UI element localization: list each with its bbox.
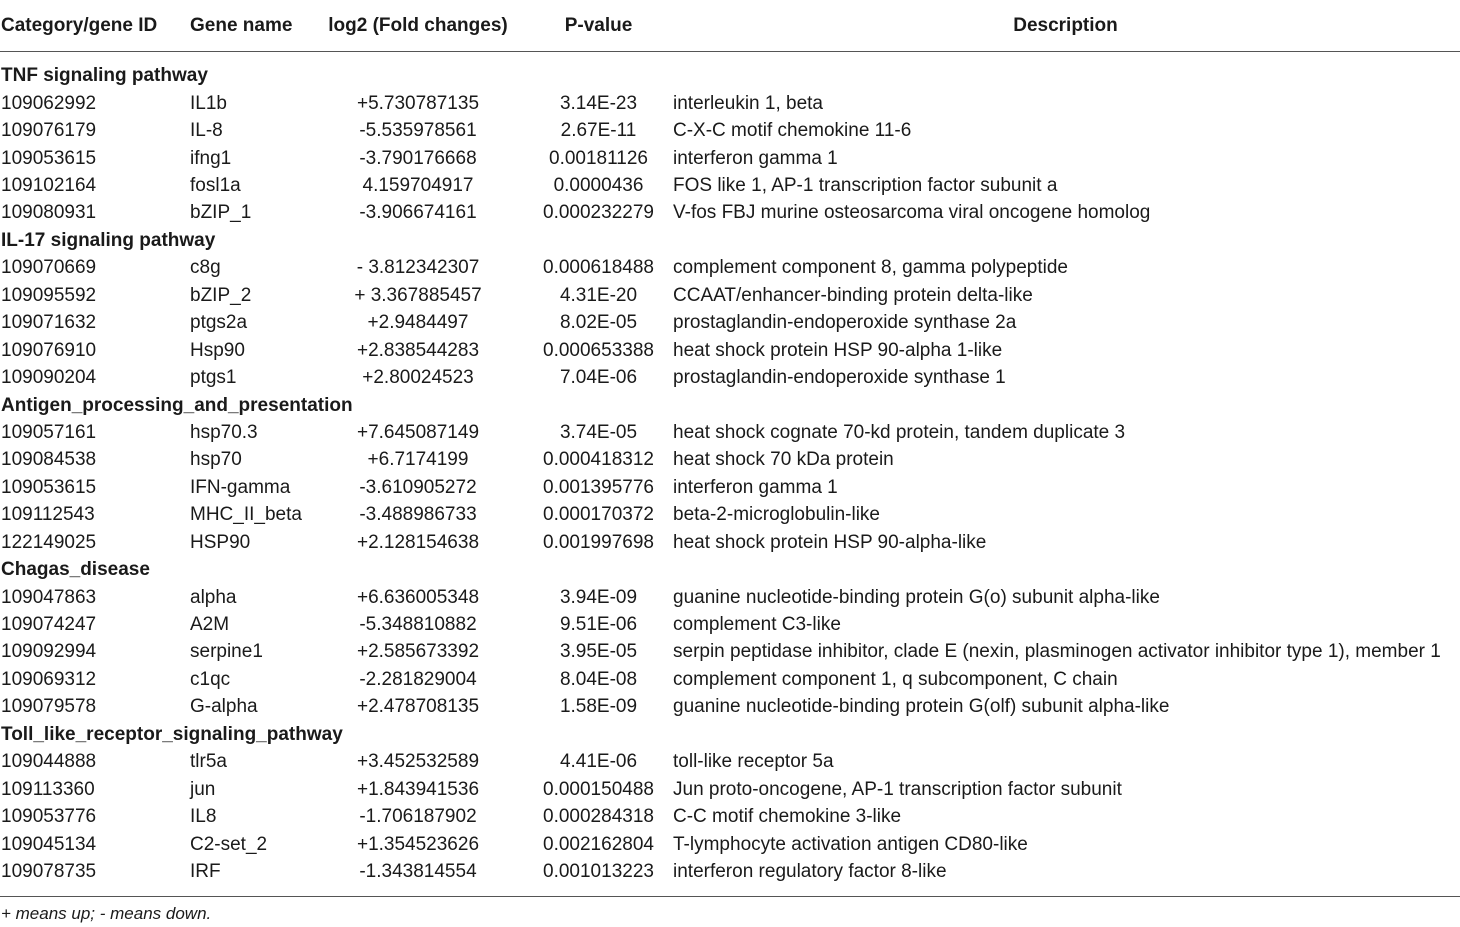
cell-log2-fold-change: +3.452532589 [356,751,480,773]
cell-p-value: 3.74E-05 [559,421,638,443]
cell-gene-id: 109057161 [1,421,97,443]
cell-description: toll-like receptor 5a [673,751,834,773]
cell-log2-fold-change: +2.838544283 [356,339,480,361]
cell-gene-name: C2-set_2 [190,833,268,855]
cell-log2-fold-change: -2.281829004 [359,668,477,690]
cell-p-value: 7.04E-06 [559,367,638,389]
cell-log2-fold-change: +6.7174199 [367,449,469,471]
cell-log2-fold-change: +2.9484497 [367,312,469,334]
cell-gene-name: fosl1a [190,175,241,197]
cell-p-value: 0.000418312 [543,449,654,471]
cell-gene-name: ptgs2a [190,312,248,334]
cell-description: V-fos FBJ murine osteosarcoma viral oncogene homolog [673,202,1151,224]
cell-p-value: 0.000618488 [543,257,654,279]
cell-description: CCAAT/enhancer-binding protein delta-like [673,284,1033,306]
cell-log2-fold-change: -3.790176668 [359,147,477,169]
cell-log2-fold-change: +2.478708135 [356,696,480,718]
table-row [0,502,1460,529]
cell-gene-id: 109080931 [1,202,97,224]
cell-description: heat shock 70 kDa protein [673,449,894,471]
cell-gene-id: 109112543 [1,504,95,526]
cell-gene-id: 109078735 [1,860,97,882]
cell-description: complement C3-like [673,614,841,636]
cell-log2-fold-change: -3.906674161 [359,202,477,224]
category-row [0,556,1460,583]
category-row [0,721,1460,748]
category-label: TNF signaling pathway [1,65,208,86]
table-row [0,447,1460,474]
cell-description: prostaglandin-endoperoxide synthase 2a [673,312,1017,334]
cell-p-value: 2.67E-11 [560,120,637,142]
cell-p-value: 0.000232279 [543,202,654,224]
table-row [0,694,1460,721]
cell-gene-name: bZIP_2 [190,284,252,306]
category-row [0,227,1460,254]
cell-p-value: 3.14E-23 [559,92,638,114]
cell-gene-id: 109071632 [1,312,97,334]
cell-description: heat shock protein HSP 90-alpha-like [673,531,987,553]
cell-gene-name: G-alpha [190,696,258,718]
cell-gene-name: tlr5a [190,751,227,773]
cell-gene-id: 109076910 [1,339,97,361]
cell-description: heat shock protein HSP 90-alpha 1-like [673,339,1003,361]
cell-gene-name: MHC_II_beta [190,504,302,526]
cell-description: complement component 1, q subcomponent, C chain [673,668,1118,690]
table-row [0,145,1460,172]
table-row [0,172,1460,199]
cell-log2-fold-change: -5.348810882 [359,614,477,636]
cell-gene-name: IRF [190,860,221,882]
cell-gene-name: IL-8 [190,120,223,142]
cell-gene-id: 109076179 [1,120,97,142]
cell-log2-fold-change: +2.585673392 [356,641,480,663]
cell-gene-id: 109113360 [1,778,95,800]
cell-p-value: 0.000653388 [543,339,654,361]
cell-log2-fold-change: -5.535978561 [359,120,477,142]
cell-description: beta-2-microglobulin-like [673,504,880,526]
table-row [0,419,1460,446]
category-label: Chagas_disease [1,559,150,581]
cell-description: interferon regulatory factor 8-like [673,860,947,882]
cell-p-value: 3.94E-09 [559,586,638,608]
cell-gene-name: IL8 [190,806,217,828]
cell-log2-fold-change: +2.80024523 [362,367,474,389]
category-label: IL-17 signaling pathway [1,229,216,251]
cell-description: C-X-C motif chemokine 11-6 [673,120,912,142]
cell-description: complement component 8, gamma polypeptide [673,257,1069,279]
cell-p-value: 1.58E-09 [559,696,638,718]
table-row [0,90,1460,117]
cell-gene-id: 109045134 [1,833,97,855]
cell-log2-fold-change: + 3.367885457 [354,284,482,306]
cell-description: serpin peptidase inhibitor, clade E (nexin, plasminogen activator inhibitor type 1), member 1 [673,641,1441,663]
cell-description: guanine nucleotide-binding protein G(olf) subunit alpha-like [673,696,1170,718]
cell-description: interferon gamma 1 [673,476,838,498]
cell-gene-name: IL1b [190,92,227,114]
cell-gene-name: alpha [190,586,237,608]
table-header [0,0,1460,52]
cell-log2-fold-change: 4.159704917 [362,175,474,197]
cell-description: heat shock cognate 70-kd protein, tandem duplicate 3 [673,421,1126,443]
cell-description: guanine nucleotide-binding protein G(o) subunit alpha-like [673,586,1160,608]
cell-p-value: 9.51E-06 [559,614,638,636]
cell-gene-id: 109047863 [1,586,97,608]
cell-p-value: 0.00181126 [549,147,648,169]
cell-log2-fold-change: -3.610905272 [359,476,477,498]
cell-gene-id: 109053776 [1,806,97,828]
cell-gene-id: 109053615 [1,147,97,169]
cell-p-value: 8.04E-08 [559,668,638,690]
table-row [0,749,1460,776]
bottom-rule [0,896,1460,897]
cell-log2-fold-change: +6.636005348 [356,586,480,608]
table-row [0,584,1460,611]
category-row [0,392,1460,419]
header-row [0,0,1460,52]
cell-gene-id: 109070669 [1,257,97,279]
table-row [0,255,1460,282]
table-row [0,310,1460,337]
category-row [0,52,1460,91]
cell-log2-fold-change: -1.343814554 [359,860,477,882]
cell-p-value: 0.001013223 [543,860,654,882]
table-row [0,529,1460,556]
table-row [0,858,1460,885]
header-p-value: P-value [526,0,671,52]
cell-gene-name: serpine1 [190,641,263,663]
table-row [0,611,1460,638]
cell-gene-name: ptgs1 [190,367,237,389]
cell-log2-fold-change: +2.128154638 [356,531,480,553]
cell-gene-id: 109090204 [1,367,97,389]
cell-p-value: 3.95E-05 [559,641,638,663]
cell-gene-id: 109074247 [1,614,97,636]
header-description: Description [671,0,1460,52]
cell-p-value: 8.02E-05 [559,312,638,334]
cell-log2-fold-change: +1.354523626 [356,833,480,855]
cell-gene-name: jun [190,778,216,800]
table-row [0,831,1460,858]
cell-log2-fold-change: +5.730787135 [356,92,480,114]
cell-gene-name: ifng1 [190,147,232,169]
cell-gene-id: 122149025 [1,531,97,553]
cell-gene-name: c8g [190,257,221,279]
table-row [0,666,1460,693]
table-row [0,282,1460,309]
cell-gene-name: A2M [190,614,230,636]
cell-gene-id: 109102164 [1,175,97,197]
header-log2-fold-changes: log2 (Fold changes) [310,0,526,52]
cell-p-value: 4.41E-06 [559,751,638,773]
cell-gene-id: 109053615 [1,476,97,498]
cell-description: Jun proto-oncogene, AP-1 transcription factor subunit [673,778,1122,800]
cell-p-value: 0.000284318 [543,806,654,828]
table-body [0,52,1460,886]
cell-gene-id: 109079578 [1,696,97,718]
category-label: Antigen_processing_and_presentation [1,394,353,416]
cell-description: FOS like 1, AP-1 transcription factor subunit a [673,175,1058,197]
cell-description: T-lymphocyte activation antigen CD80-like [673,833,1028,855]
cell-gene-name: hsp70 [190,449,242,471]
header-category-gene-id: Category/gene ID [0,0,190,52]
category-label: Toll_like_receptor_signaling_pathway [1,723,343,745]
table-row [0,337,1460,364]
cell-log2-fold-change: +7.645087149 [356,421,480,443]
cell-description: prostaglandin-endoperoxide synthase 1 [673,367,1006,389]
cell-log2-fold-change: -3.488986733 [359,504,477,526]
table-row [0,639,1460,666]
cell-gene-name: IFN-gamma [190,476,291,498]
cell-gene-id: 109069312 [1,668,97,690]
cell-p-value: 0.001997698 [543,531,654,553]
table-row [0,200,1460,227]
cell-p-value: 0.001395776 [543,476,654,498]
cell-gene-name: Hsp90 [190,339,245,361]
cell-p-value: 0.000150488 [543,778,654,800]
cell-description: interferon gamma 1 [673,147,838,169]
cell-description: interleukin 1, beta [673,92,823,114]
header-gene-name: Gene name [190,0,310,52]
table-row [0,474,1460,501]
cell-gene-id: 109062992 [1,92,97,114]
cell-p-value: 0.002162804 [543,833,654,855]
cell-gene-id: 109084538 [1,449,97,471]
cell-gene-name: c1qc [190,668,231,690]
table-row [0,364,1460,391]
cell-p-value: 0.0000436 [553,175,644,197]
cell-gene-name: bZIP_1 [190,202,252,224]
cell-p-value: 0.000170372 [543,504,654,526]
cell-gene-id: 109095592 [1,284,97,306]
table-row [0,803,1460,830]
cell-log2-fold-change: -1.706187902 [359,806,477,828]
cell-gene-name: hsp70.3 [190,421,258,443]
cell-log2-fold-change: - 3.812342307 [356,257,480,279]
footnote: + means up; - means down. [1,904,212,923]
table-row [0,776,1460,803]
cell-gene-name: HSP90 [190,531,251,553]
cell-description: C-C motif chemokine 3-like [673,806,902,828]
table-row [0,117,1460,144]
cell-gene-id: 109044888 [1,751,97,773]
cell-gene-id: 109092994 [1,641,97,663]
cell-log2-fold-change: +1.843941536 [356,778,480,800]
cell-p-value: 4.31E-20 [559,284,638,306]
